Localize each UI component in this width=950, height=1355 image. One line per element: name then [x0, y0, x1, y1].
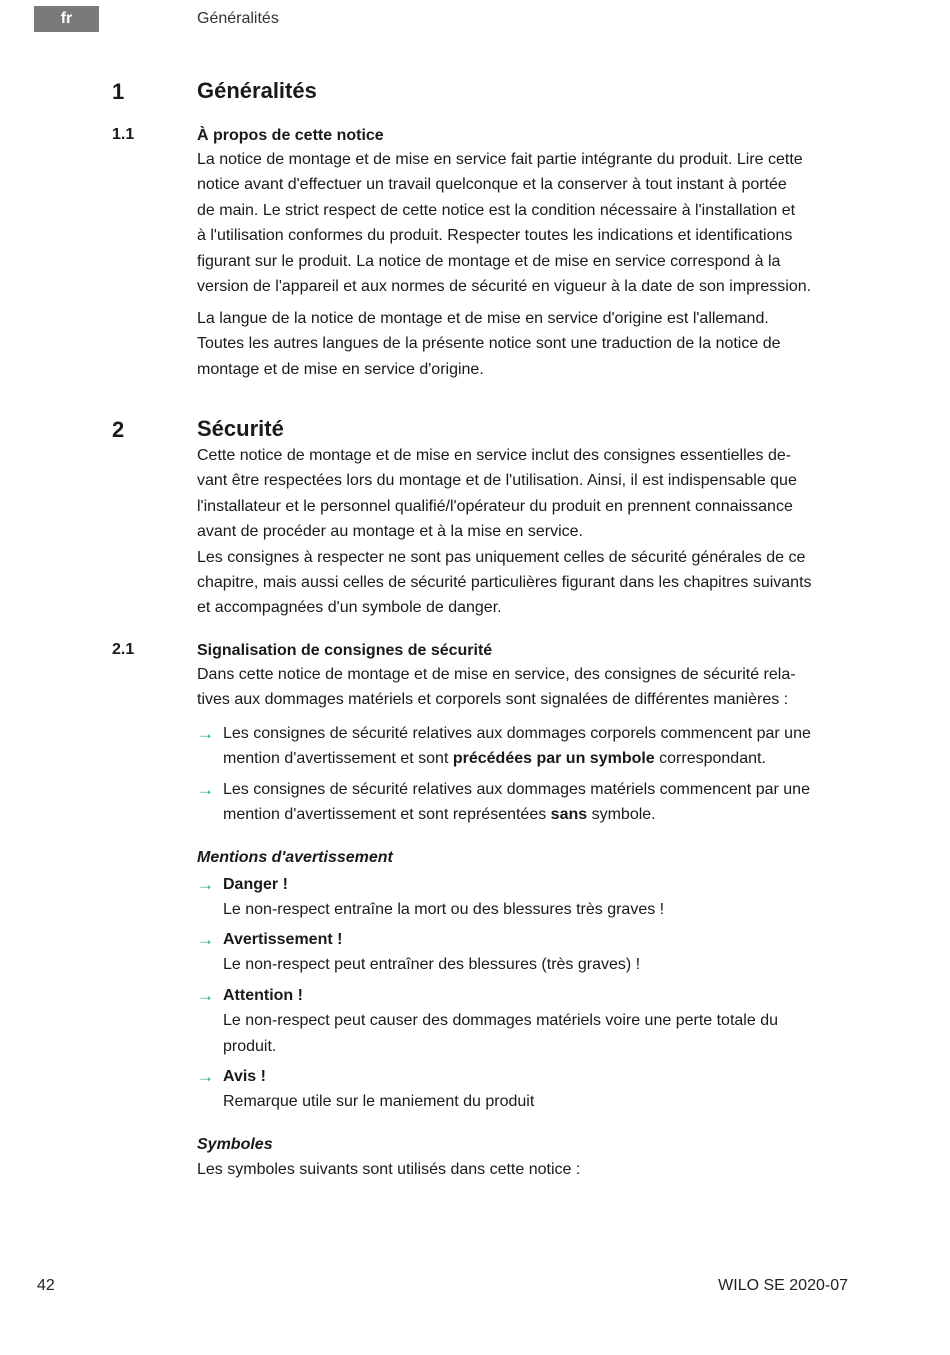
text-line: figurant sur le produit. La notice de montage et de mise en service correspond à la: [197, 252, 781, 270]
list-text: Les consignes de sécurité relatives aux dommages corporels commencent par une: [223, 725, 811, 742]
running-header: Généralités: [197, 10, 279, 27]
language-tab: fr: [34, 6, 99, 32]
arrow-right-icon: →: [197, 724, 214, 743]
subsection-number: 1.1: [112, 126, 135, 143]
mention-description: Le non-respect peut entraîner des blessures (très graves) !: [223, 956, 641, 974]
mentions-heading: Mentions d'avertissement: [197, 849, 393, 866]
page-number: 42: [37, 1277, 55, 1294]
mention-description: Le non-respect entraîne la mort ou des blessures très graves !: [223, 901, 665, 919]
footer-imprint: WILO SE 2020-07: [718, 1277, 848, 1294]
arrow-right-icon: →: [197, 986, 214, 1005]
text-line: Toutes les autres langues de la présente notice sont une traduction de la notice de: [197, 335, 781, 353]
list-text: mention d'avertissement et sont précédées par un symbole correspondant.: [223, 750, 766, 768]
mention-description: Le non-respect peut causer des dommages matériels voire une perte totale du: [223, 1012, 778, 1030]
text-line: Dans cette notice de montage et de mise en service, des consignes de sécurité rela-: [197, 666, 796, 683]
text-line: version de l'appareil et aux normes de sécurité en vigueur à la date de son impression.: [197, 278, 812, 296]
subsection-title: À propos de cette notice: [197, 127, 384, 144]
list-text: Les consignes de sécurité relatives aux dommages matériels commencent par une: [223, 781, 810, 798]
text-line: La notice de montage et de mise en service fait partie intégrante du produit. Lire cette: [197, 151, 803, 168]
subsection-number: 2.1: [112, 641, 135, 658]
paragraph: [197, 443, 812, 621]
paragraph: [197, 147, 811, 299]
mention-item: [197, 927, 640, 978]
list-item: [197, 777, 810, 828]
text-line: montage et de mise en service d'origine.: [197, 360, 484, 378]
list-item: [197, 721, 811, 772]
mention-item: [197, 1064, 534, 1115]
mention-item: [197, 872, 664, 923]
mention-description: Remarque utile sur le maniement du produit: [223, 1093, 535, 1111]
arrow-right-icon: →: [197, 780, 214, 799]
mention-label: Avertissement !: [223, 931, 343, 948]
text-line: de main. Le strict respect de cette notice est la condition nécessaire à l'installation et: [197, 201, 796, 219]
text-line: vant être respectées lors du montage et de l'utilisation. Ainsi, il est indispensable que: [197, 472, 797, 490]
text-line: à l'utilisation conformes du produit. Respecter toutes les indications et identifications: [197, 227, 793, 245]
text-line: Cette notice de montage et de mise en service inclut des consignes essentielles de-: [197, 447, 792, 464]
text-line: l'installateur et le personnel qualifié/l'opérateur du produit en prennent connaissance: [197, 497, 793, 515]
section-number: 1: [112, 79, 125, 104]
paragraph: [197, 662, 796, 713]
mention-description: produit.: [223, 1037, 277, 1055]
text-line: et accompagnées d'un symbole de danger.: [197, 599, 502, 617]
text-line: La langue de la notice de montage et de mise en service d'origine est l'allemand.: [197, 310, 769, 327]
text-line: avant de procéder au montage et à la mise en service.: [197, 523, 583, 541]
mention-label: Attention !: [223, 987, 303, 1004]
text-line: tives aux dommages matériels et corporels sont signalées de différentes manières :: [197, 691, 789, 709]
list-text: mention d'avertissement et sont représentées sans symbole.: [223, 806, 656, 824]
arrow-right-icon: →: [197, 930, 214, 949]
paragraph: [197, 306, 781, 382]
mention-item: [197, 983, 778, 1059]
arrow-right-icon: →: [197, 875, 214, 894]
section-title: Sécurité: [197, 416, 284, 441]
mention-label: Avis !: [223, 1068, 266, 1085]
symbols-heading: Symboles: [197, 1136, 273, 1153]
arrow-right-icon: →: [197, 1067, 214, 1086]
section-number: 2: [112, 417, 125, 442]
text-line: Les consignes à respecter ne sont pas uniquement celles de sécurité générales de ce: [197, 548, 806, 566]
text-line: chapitre, mais aussi celles de sécurité particulières figurant dans les chapitres suivants: [197, 574, 812, 592]
section-title: Généralités: [197, 78, 317, 103]
mention-label: Danger !: [223, 876, 288, 893]
subsection-title: Signalisation de consignes de sécurité: [197, 642, 493, 659]
symbols-block: [197, 1132, 580, 1183]
text-line: notice avant d'effectuer un travail quelconque et la conserver à tout instant à portée: [197, 176, 787, 194]
symbols-text: Les symboles suivants sont utilisés dans cette notice :: [197, 1161, 581, 1179]
